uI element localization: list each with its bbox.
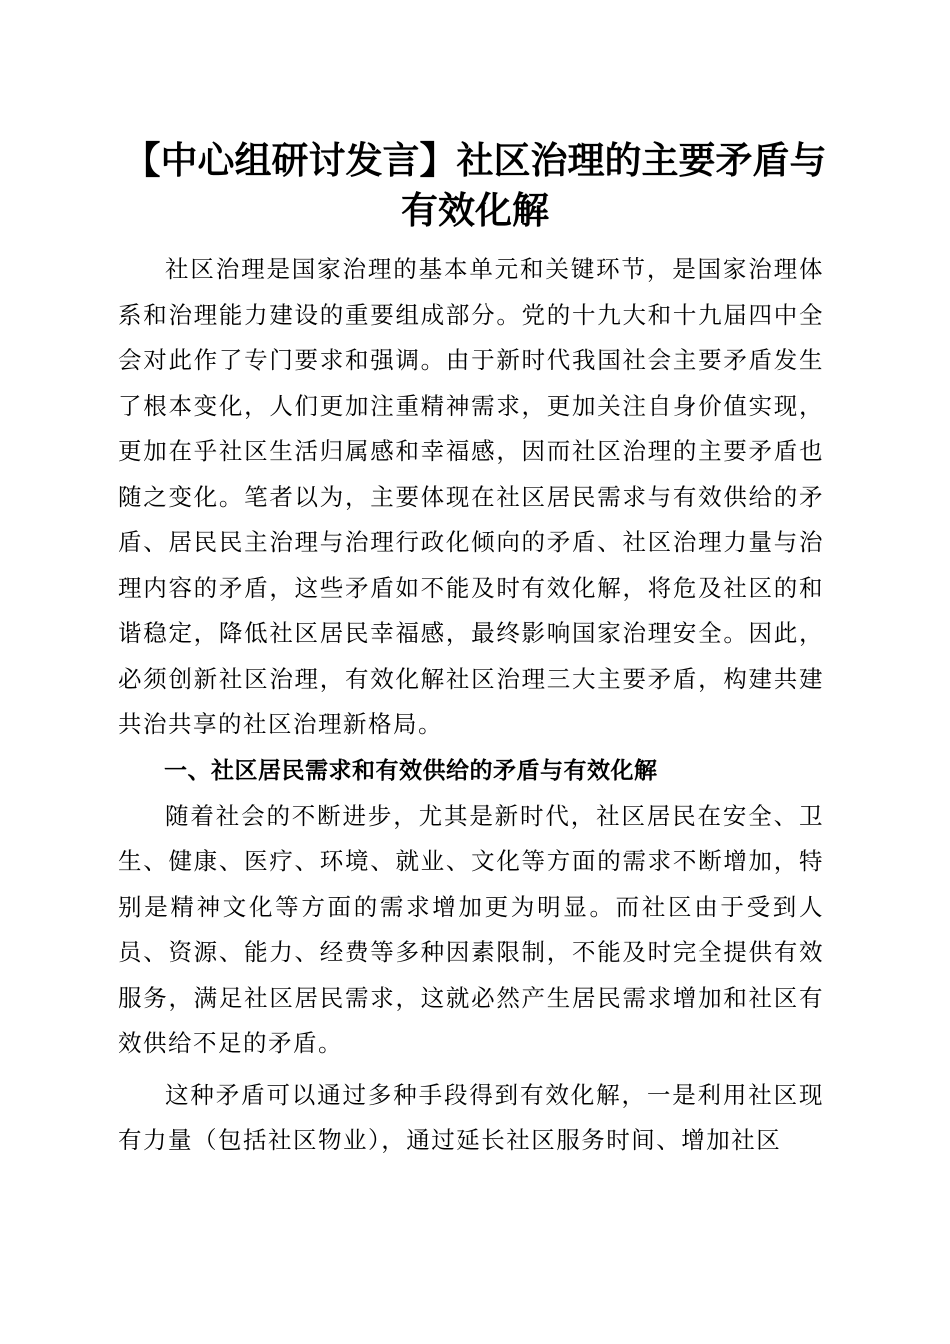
document-title: 【中心组研讨发言】社区治理的主要矛盾与有效化解 <box>123 138 827 232</box>
section-1-paragraph-1: 随着社会的不断进步，尤其是新时代，社区居民在安全、卫生、健康、医疗、环境、就业、文化等方面的需求不断增加，特别是精神文化等方面的需求增加更为明显。而社区由于受到人员、资源、能力、经费等多种因素限制，不能及时完全提供有效服务，满足社区居民需求，这就必然产生居民需求增加和社区有效供给不足的矛盾。 <box>118 801 824 1057</box>
document-body <box>118 247 824 1164</box>
intro-paragraph: 社区治理是国家治理的基本单元和关键环节，是国家治理体系和治理能力建设的重要组成部分。党的十九大和十九届四中全会对此作了专门要求和强调。由于新时代我国社会主要矛盾发生了根本变化，人们更加注重精神需求，更加关注自身价值实现，更加在乎社区生活归属感和幸福感，因而社区治理的主要矛盾也随之变化。笔者以为，主要体现在社区居民需求与有效供给的矛盾、居民民主治理与治理行政化倾向的矛盾、社区治理力量与治理内容的矛盾，这些矛盾如不能及时有效化解，将危及社区的和谐稳定，降低社区居民幸福感，最终影响国家治理安全。因此，必须创新社区治理，有效化解社区治理三大主要矛盾，构建共建共治共享的社区治理新格局。 <box>118 255 824 738</box>
section-heading-1: 一、社区居民需求和有效供给的矛盾与有效化解 <box>164 757 658 784</box>
section-1-paragraph-2: 这种矛盾可以通过多种手段得到有效化解，一是利用社区现有力量（包括社区物业），通过延长社区服务时间、增加社区 <box>118 1080 824 1154</box>
